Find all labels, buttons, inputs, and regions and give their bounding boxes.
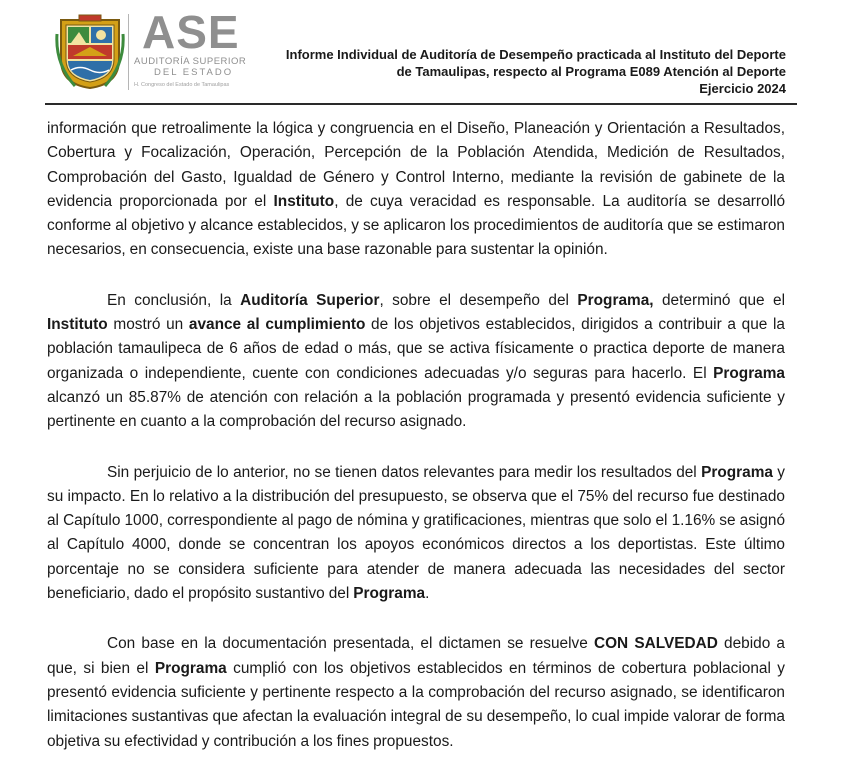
tamaulipas-coat-of-arms-icon [55,14,125,90]
body-paragraph [47,289,785,435]
report-title [266,46,786,97]
header-divider [45,103,797,105]
logo-line-2: DEL ESTADO [154,67,234,78]
body-paragraph [47,632,785,753]
bold-text: Programa, [577,291,654,309]
bold-text: Programa [713,364,785,382]
document-body [47,117,785,780]
ase-logo [134,6,264,89]
paragraph-text: debido a que, si bien el [47,635,785,677]
body-paragraph [47,117,785,263]
page-header [0,0,852,110]
bold-text: CON SALVEDAD [593,635,718,653]
paragraph-text: En conclusión, la [107,291,241,309]
paragraph-text: de los objetivos establecidos, dirigidos a contribuir a que la población tamaulipeca de 6 años de edad o más, que se activa físicamente o practica deporte de manera organizada o independiente, cuente con condiciones adecuadas y/o seguras para hacerlo. El [47,316,785,382]
body-paragraph [47,461,785,607]
paragraph-text: determinó que el [653,291,785,309]
bold-text: Instituto [273,192,335,210]
bold-text: Auditoría Superior [240,291,380,309]
report-title-line: Ejercicio 2024 [699,81,786,96]
bold-text: Programa [154,659,227,677]
logo-acronym: ASE [142,6,240,58]
paragraph-text: , de cuya veracidad es responsable. La auditoría se desarrolló conforme al objetivo y alcance establecidos, y se aplicaron los procedimientos de auditoría que se estimaron necesarios, en consecuencia, existe una base razonable para sustentar la opinión. [47,192,786,259]
paragraph-text: información que retroalimente la lógica y congruencia en el Diseño, Planeación y Orientación a Resultados, Cobertura y Focalización, Operación, Percepción de la Población Atendida, Medición de Resultados, Comprobación del Gasto, Igualdad de Género y Control Interno, mediante la revisión de gabinete de la evidencia proporcionada por el [47,120,785,210]
paragraph-text: cumplió con los objetivos establecidos en términos de cobertura poblacional y presentó evidencia suficiente y pertinente respecto a la comprobación del recurso asignado, se identificaron limitaciones sustantivas que afectan la evaluación integral de su desempeño, lo cual impide valorar de forma objetiva su efectividad y contribución a los fines propuestos. [47,659,785,750]
logo-line-1: AUDITORÍA SUPERIOR [134,56,247,67]
bold-text: Instituto [47,316,108,334]
report-title-line: de Tamaulipas, respecto al Programa E089 Atención al Deporte [396,64,786,79]
logo-divider [128,14,129,90]
report-title-line: Informe Individual de Auditoría de Desempeño practicada al Instituto del Deporte [285,47,786,62]
paragraph-text: mostró un [107,316,189,334]
bold-text: Programa [353,585,426,603]
paragraph-text: , sobre el desempeño del [379,291,578,309]
paragraph-text: y su impacto. En lo relativo a la distribución del presupuesto, se observa que el 75% del recurso fue destinado al Capítulo 1000, correspondiente al pago de nómina y gratificaciones, mientras que solo el 1.16% se asignó al Capítulo 4000, donde se concentran los apoyos económicos directos a los deportistas. Este último porcentaje no se considera suficiente para atender de manera adecuada las necesidades del sector beneficiario, dado el propósito sustantivo del [47,463,786,603]
paragraph-text: . [425,585,430,603]
paragraph-text: Con base en la documentación presentada, el dictamen se resuelve [107,635,594,653]
bold-text: Programa [701,463,773,481]
logo-tagline: H. Congreso del Estado de Tamaulipas [134,82,230,88]
paragraph-text: alcanzó un 85.87% de atención con relación a la población programada y presentó evidencia suficiente y pertinente en cuanto a la comprobación del recurso asignado. [47,388,785,431]
bold-text: avance al cumplimiento [188,316,366,334]
paragraph-text: Sin perjuicio de lo anterior, no se tienen datos relevantes para medir los resultados del [107,463,702,481]
